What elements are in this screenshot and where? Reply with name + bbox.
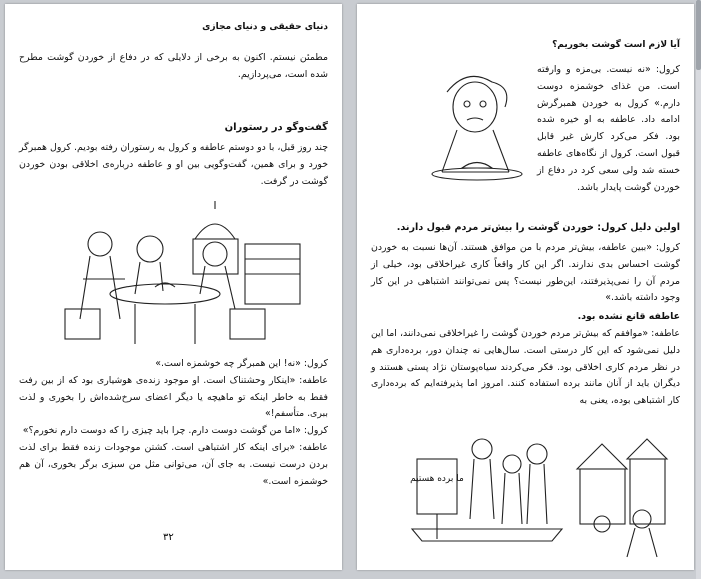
sign-text: ما برده هستیم [410, 474, 464, 484]
restaurant-illustration [45, 199, 305, 349]
right-top-paragraph: کرول: «نه نیست. بی‌مزه و وارفته است. من غذای خوشمزه دوست دارم.» کرول به خوردن همبرگرش ادامه داد. عاطفه به او خیره شده بود. فکر می‌کرد کارش غیر قابل قبول است. کرول از نگاه‌های عاطفه خسته شد ولی سعی کرد در دفاع از خوردن گوشت پایدار باشد. [537, 64, 680, 193]
scrollbar[interactable] [696, 0, 701, 579]
dialogue-line: عاطفه: «برای اینکه کار اشتباهی است. کشتن موجودات زنده فقط برای لذت بردن درست نیست. به جای آن، می‌توانی مثل من سبزی برگر بخوری، آن هم خوشمزه است.» [19, 441, 328, 487]
page-number: ۳۲ [163, 532, 174, 543]
right-running-header: آیا لازم است گوشت بخوریم؟ [552, 40, 680, 50]
right-paragraph-3: عاطفه: «موافقم که بیش‌تر مردم خوردن گوشت را غیراخلاقی نمی‌دانند، اما این دلیل نمی‌شود که این کار درستی است. سال‌هایی نه چندان دور، برده‌داری هم در نظر مردم کاری اخلاقی بود. فکر می‌کردند سیاه‌پوستان نژاد پستی هستند و دیگران باید از آنان مانند برده استفاده کنند. امروز اما پذیرفته‌ایم که برده‌داری کار اشتباهی بوده، یعنی به [371, 328, 680, 407]
table-icon [110, 284, 220, 304]
left-running-header: دنیای حقیقی و دنیای مجازی [202, 22, 328, 32]
plate-icon [432, 168, 522, 180]
note-line: عاطفه قانع نشده بود. [577, 311, 680, 322]
subheading: اولین دلیل کرول: خوردن گوشت را بیش‌تر مردم قبول دارند. [396, 222, 680, 233]
right-page [357, 4, 694, 570]
dome-icon [195, 224, 235, 239]
section-title: گفت‌وگو در رستوران [224, 122, 328, 133]
left-page [5, 4, 342, 570]
right-paragraph-2: کرول: «ببین عاطفه، بیش‌تر مردم با من موافق هستند. آن‌ها نسبت به خوردن گوشت احساس بدی ندارند. اگر این کار واقعاً کاری غیراخلاقی بود، خیلی از مردم آن را نمی‌پذیرفتند، این‌طور نیست؟ پس نمی‌توانند اشتباهی در این کار وجود داشته باشد.» [371, 242, 680, 304]
dialogue-line: عاطفه: «اینکار وحشتناک است. او موجود زنده‌ی هوشیاری بود که از بین رفت فقط به خاطر اینکه تو ماهیچه یا دیگر اعضای سرخ‌شده‌اش را بخوری و لذت ببری. متأسفم!» [19, 374, 328, 420]
dialogue-line: کرول: «نه! این همبرگر چه خوشمزه است.» [155, 358, 328, 369]
slavery-illustration [402, 429, 672, 559]
sign-board-icon [417, 459, 457, 514]
dialogue-line: کرول: «اما من گوشت دوست دارم. چرا باید چیزی را که دوست دارم نخورم؟» [22, 425, 328, 437]
dialogue [19, 356, 328, 490]
left-intro-paragraph: مطمئن نیستم. اکنون به برخی از دلایلی که در دفاع از خوردن گوشت مطرح شده است، می‌پردازیم. [19, 52, 328, 80]
section-paragraph: چند روز قبل، با دو دوستم عاطفه و کرول به رستوران رفته بودیم. کرول همبرگر خورد و برای همین، گفت‌وگویی بین او و عاطفه درباره‌ی اخلاقی بودن خوردن گوشت در گرفت. [19, 142, 328, 187]
burger-icon [462, 163, 492, 169]
scrollbar-thumb[interactable] [696, 0, 701, 70]
platform-icon [412, 529, 562, 541]
hair-icon [447, 76, 507, 107]
carol-illustration [417, 62, 537, 187]
